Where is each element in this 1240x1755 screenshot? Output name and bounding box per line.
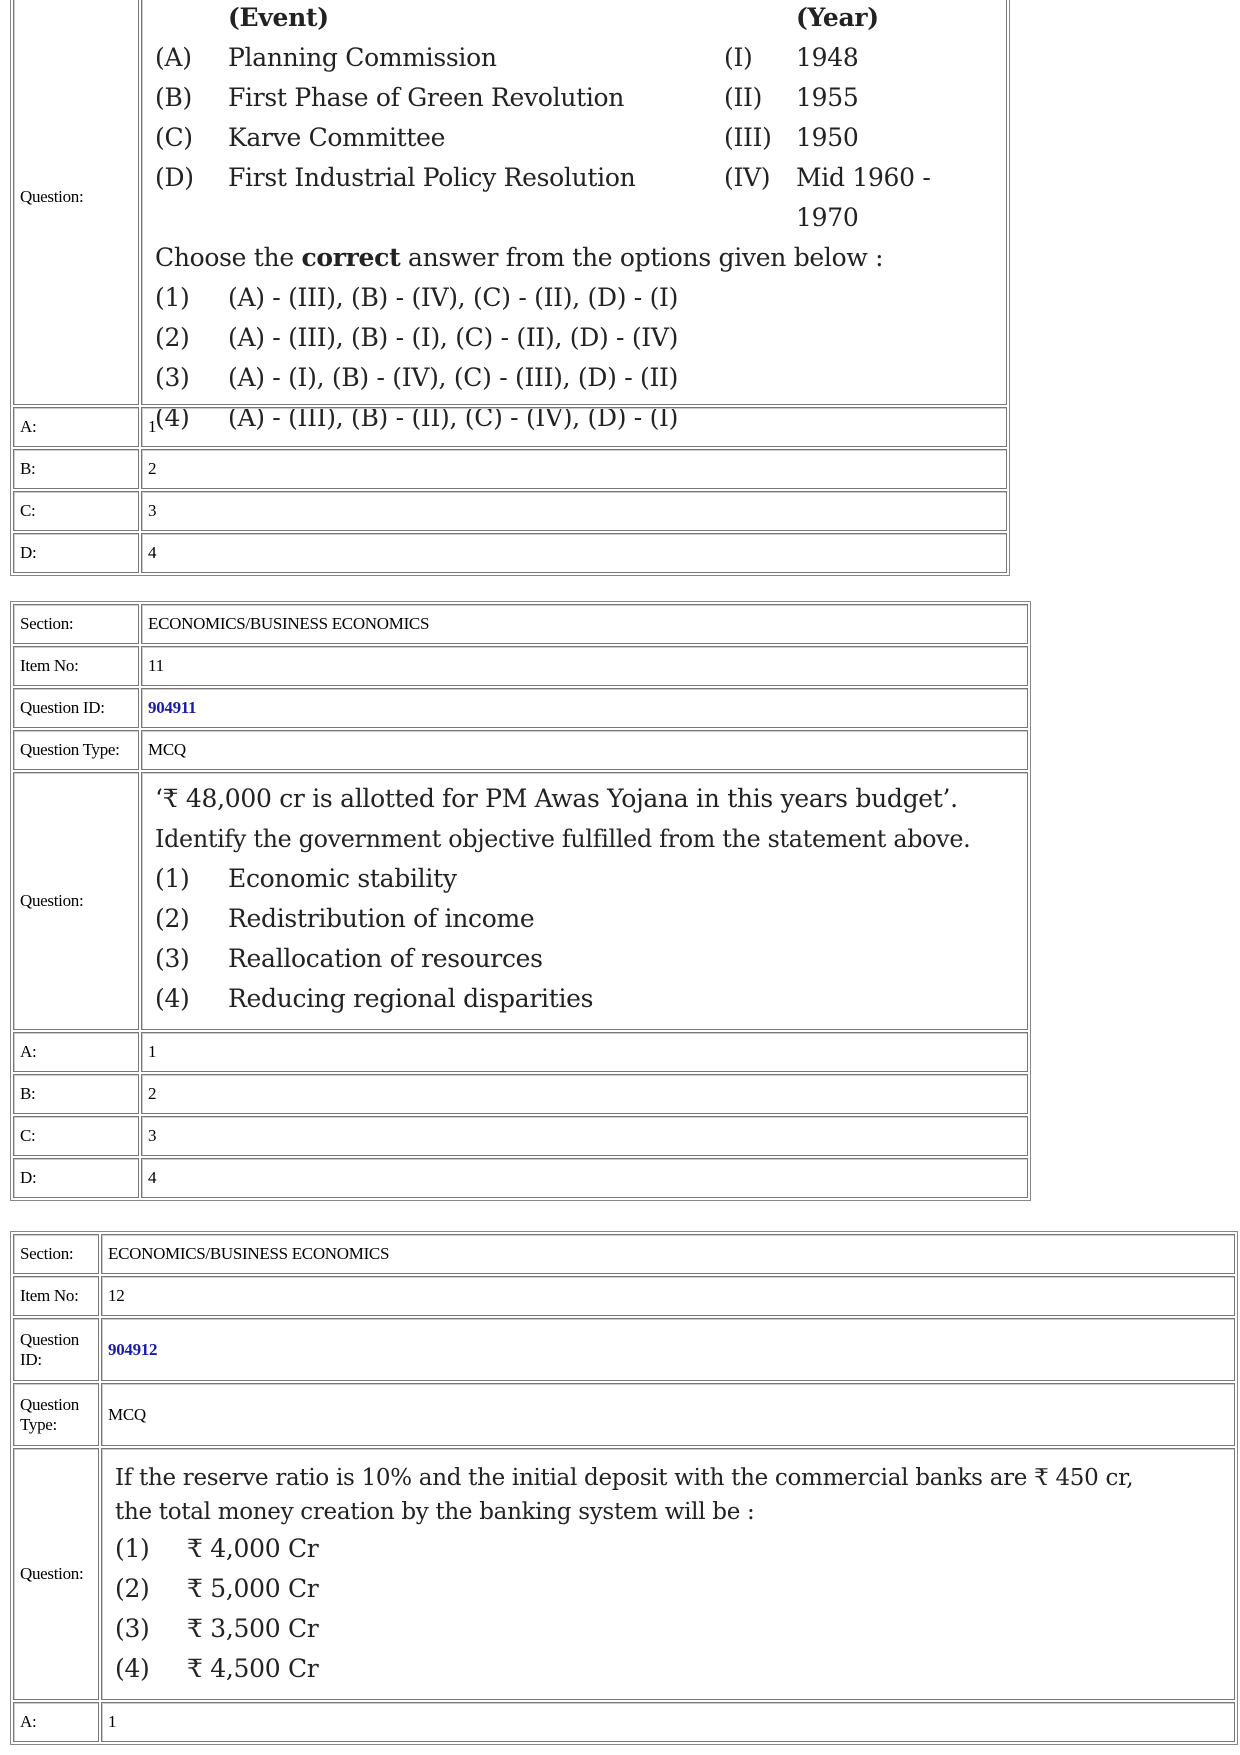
section-row bbox=[13, 604, 1028, 644]
answer-d-label: D: bbox=[13, 1158, 139, 1198]
question-id-row bbox=[13, 688, 1028, 728]
question-text-line: Identify the government objective fulfilled from the statement above. bbox=[155, 825, 971, 853]
question-type-label: Question Type: bbox=[13, 730, 139, 770]
answer-a-label: A: bbox=[13, 1702, 99, 1742]
question-content bbox=[141, 772, 1028, 1030]
match-row bbox=[155, 38, 1000, 78]
option-number: (1) bbox=[155, 864, 190, 893]
match-year: 1955 bbox=[796, 83, 859, 112]
question-text-line: the total money creation by the banking system will be : bbox=[115, 1499, 755, 1525]
answer-b-value: 2 bbox=[141, 1074, 1028, 1114]
match-row bbox=[155, 158, 1000, 238]
question-id-value: 904912 bbox=[101, 1318, 1235, 1381]
answer-d-value: 4 bbox=[141, 533, 1007, 573]
question-row bbox=[13, 772, 1028, 1030]
answer-option bbox=[115, 1529, 1228, 1569]
option-number: (4) bbox=[115, 1654, 150, 1683]
match-event: Karve Committee bbox=[228, 123, 446, 152]
answer-a-row bbox=[13, 1702, 1235, 1742]
section-label: Section: bbox=[13, 1234, 99, 1274]
answer-a-value: 1 bbox=[141, 407, 1007, 447]
answer-d-value: 4 bbox=[141, 1158, 1028, 1198]
answer-a-value: 1 bbox=[141, 1032, 1028, 1072]
instruction-post: answer from the options given below : bbox=[400, 243, 884, 272]
match-letter: (B) bbox=[155, 83, 192, 112]
answer-d-label: D: bbox=[13, 533, 139, 573]
match-event: First Phase of Green Revolution bbox=[228, 83, 625, 112]
answer-b-label: B: bbox=[13, 1074, 139, 1114]
answer-c-label: C: bbox=[13, 491, 139, 531]
instruction-text bbox=[155, 238, 1000, 278]
answer-c-label: C: bbox=[13, 1116, 139, 1156]
question-row bbox=[13, 1448, 1235, 1700]
option-text: Reducing regional disparities bbox=[228, 984, 594, 1013]
match-year: 1948 bbox=[796, 43, 859, 72]
answer-option bbox=[155, 318, 1000, 358]
question-id-label: Question ID: bbox=[13, 1318, 99, 1381]
item-no-value: 11 bbox=[141, 646, 1028, 686]
question-id-label: Question ID: bbox=[13, 688, 139, 728]
answer-option bbox=[115, 1649, 1228, 1689]
match-year: 1950 bbox=[796, 123, 859, 152]
question-type-value: MCQ bbox=[101, 1383, 1235, 1446]
question-type-value: MCQ bbox=[141, 730, 1028, 770]
item-no-label: Item No: bbox=[13, 1276, 99, 1316]
item-no-row bbox=[13, 1276, 1235, 1316]
answer-a-label: A: bbox=[13, 1032, 139, 1072]
answer-a-label: A: bbox=[13, 407, 139, 447]
item-no-label: Item No: bbox=[13, 646, 139, 686]
question-label: Question: bbox=[13, 1448, 99, 1700]
answer-d-row bbox=[13, 1158, 1028, 1198]
answer-a-row bbox=[13, 1032, 1028, 1072]
answer-option bbox=[155, 899, 1021, 939]
item-no-row bbox=[13, 646, 1028, 686]
match-row bbox=[155, 118, 1000, 158]
match-row bbox=[155, 78, 1000, 118]
option-number: (4) bbox=[155, 984, 190, 1013]
answer-b-row bbox=[13, 449, 1007, 489]
answer-b-label: B: bbox=[13, 449, 139, 489]
question-label: Question: bbox=[13, 0, 139, 405]
answer-option bbox=[115, 1609, 1228, 1649]
answer-option bbox=[155, 979, 1021, 1019]
answer-option bbox=[115, 1569, 1228, 1609]
option-number: (2) bbox=[155, 904, 190, 933]
option-text: (A) - (III), (B) - (I), (C) - (II), (D) - (IV) bbox=[228, 323, 679, 352]
option-text: (A) - (III), (B) - (II), (C) - (IV), (D) - (I) bbox=[228, 403, 679, 432]
answer-c-value: 3 bbox=[141, 491, 1007, 531]
question-text-line: If the reserve ratio is 10% and the initial deposit with the commercial banks are ₹ 450 cr, bbox=[115, 1465, 1134, 1491]
question-text-line: ‘₹ 48,000 cr is allotted for PM Awas Yojana in this years budget’. bbox=[155, 784, 958, 813]
question-type-row bbox=[13, 730, 1028, 770]
question-id-value: 904911 bbox=[141, 688, 1028, 728]
option-number: (1) bbox=[115, 1534, 150, 1563]
event-header: (Event) bbox=[228, 3, 329, 32]
option-number: (1) bbox=[155, 283, 190, 312]
option-number: (4) bbox=[155, 403, 190, 432]
option-number: (3) bbox=[155, 944, 190, 973]
section-value: ECONOMICS/BUSINESS ECONOMICS bbox=[141, 604, 1028, 644]
item-no-value: 12 bbox=[101, 1276, 1235, 1316]
answer-option bbox=[155, 939, 1021, 979]
option-number: (3) bbox=[155, 363, 190, 392]
match-letter: (C) bbox=[155, 123, 193, 152]
match-letter: (A) bbox=[155, 43, 192, 72]
option-text: ₹ 5,000 Cr bbox=[187, 1574, 319, 1603]
year-header: (Year) bbox=[796, 3, 879, 32]
answer-b-row bbox=[13, 1074, 1028, 1114]
question-id-row bbox=[13, 1318, 1235, 1381]
instruction-pre: Choose the bbox=[155, 243, 302, 272]
instruction-bold: correct bbox=[301, 243, 401, 272]
section-row bbox=[13, 1234, 1235, 1274]
match-header bbox=[155, 0, 1000, 38]
question-type-label: Question Type: bbox=[13, 1383, 99, 1446]
answer-option bbox=[155, 278, 1000, 318]
section-value: ECONOMICS/BUSINESS ECONOMICS bbox=[101, 1234, 1235, 1274]
question-content bbox=[141, 0, 1007, 432]
option-text: (A) - (I), (B) - (IV), (C) - (III), (D) - (II) bbox=[228, 363, 679, 392]
option-text: Redistribution of income bbox=[228, 904, 535, 933]
match-roman: (II) bbox=[724, 83, 763, 112]
question-block-11 bbox=[10, 601, 1031, 1201]
answer-a-value: 1 bbox=[101, 1702, 1235, 1742]
option-text: ₹ 4,500 Cr bbox=[187, 1654, 319, 1683]
question-content bbox=[101, 1448, 1235, 1700]
question-block-10 bbox=[10, 0, 1010, 576]
answer-a-row bbox=[13, 407, 1007, 447]
option-text: (A) - (III), (B) - (IV), (C) - (II), (D) - (I) bbox=[228, 283, 679, 312]
option-number: (3) bbox=[115, 1614, 150, 1643]
match-roman: (IV) bbox=[724, 163, 771, 192]
answer-option bbox=[155, 358, 1000, 398]
match-letter: (D) bbox=[155, 163, 194, 192]
match-event: First Industrial Policy Resolution bbox=[228, 163, 636, 192]
section-label: Section: bbox=[13, 604, 139, 644]
answer-option bbox=[155, 859, 1021, 899]
question-label: Question: bbox=[13, 772, 139, 1030]
question-type-row bbox=[13, 1383, 1235, 1446]
question-row bbox=[13, 0, 1007, 432]
answer-c-row bbox=[13, 1116, 1028, 1156]
option-text: ₹ 4,000 Cr bbox=[187, 1534, 319, 1563]
question-block-12 bbox=[10, 1231, 1238, 1745]
option-text: Economic stability bbox=[228, 864, 457, 893]
match-roman: (I) bbox=[724, 43, 753, 72]
answer-c-row bbox=[13, 491, 1007, 531]
match-roman: (III) bbox=[724, 123, 772, 152]
answer-b-value: 2 bbox=[141, 449, 1007, 489]
option-number: (2) bbox=[115, 1574, 150, 1603]
option-text: ₹ 3,500 Cr bbox=[187, 1614, 319, 1643]
option-number: (2) bbox=[155, 323, 190, 352]
answer-c-value: 3 bbox=[141, 1116, 1028, 1156]
answer-d-row bbox=[13, 533, 1007, 573]
match-year: Mid 1960 - 1970 bbox=[796, 163, 931, 232]
option-text: Reallocation of resources bbox=[228, 944, 543, 973]
match-event: Planning Commission bbox=[228, 43, 497, 72]
